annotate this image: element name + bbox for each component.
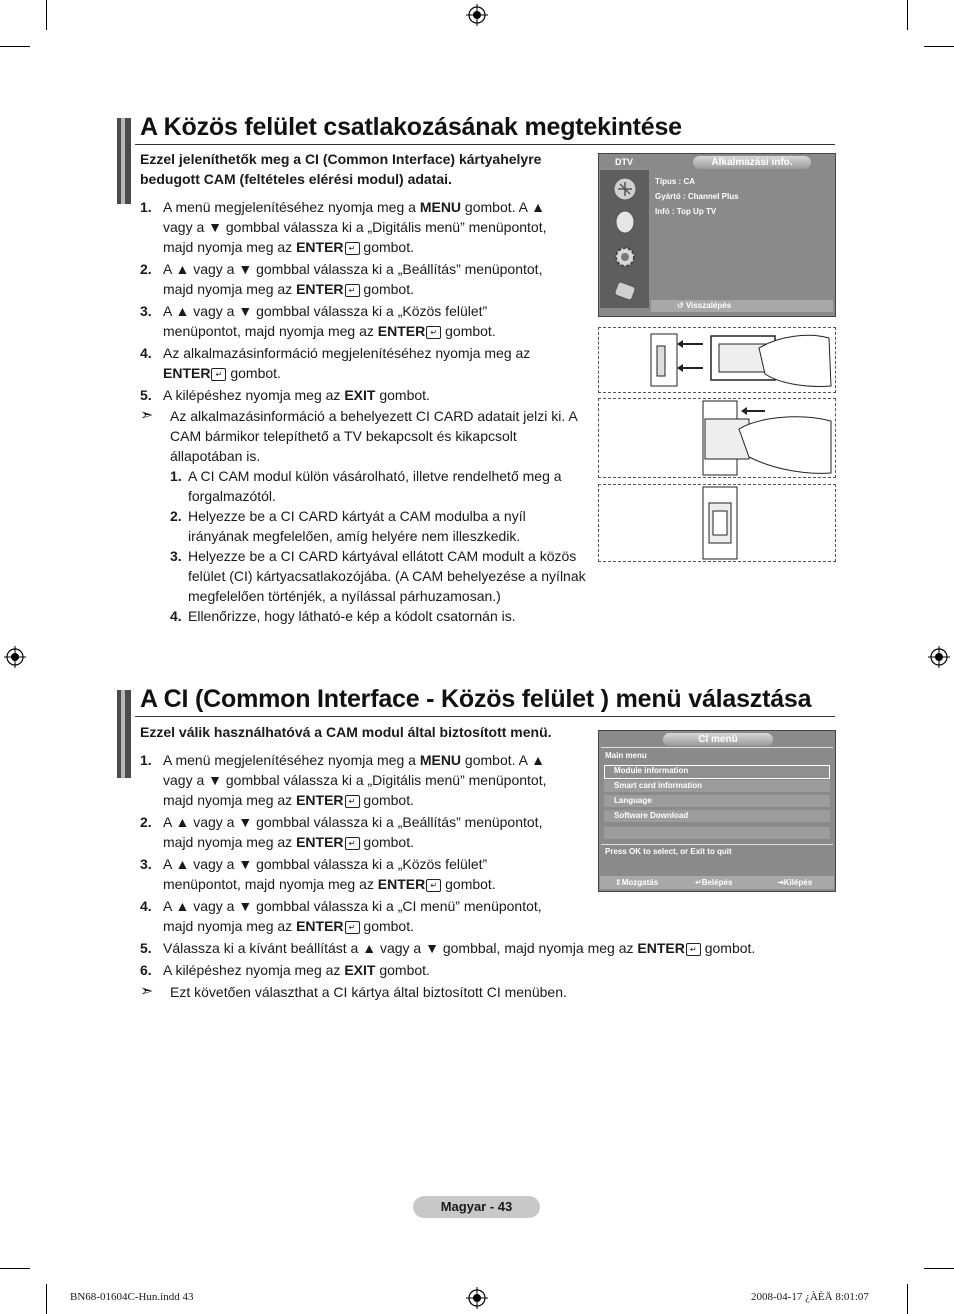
step-item — [140, 896, 563, 936]
step-text: A ▲ vagy a ▼ gombbal válassza ki a „Beállítás” menüpontot, majd nyomja meg az — [163, 814, 543, 850]
step-number: 4. — [140, 898, 152, 914]
substep-number: 3. — [170, 548, 182, 564]
substep-list — [170, 466, 590, 626]
crop-mark — [907, 1284, 908, 1314]
section-intro: Ezzel jeleníthetők meg a CI (Common Interface) kártyahelyre bedugott CAM (feltételes elérési modul) adatai. — [140, 151, 542, 187]
back-hint — [677, 301, 731, 310]
info-line: Típus : CA — [655, 177, 695, 186]
button-name: ENTER — [637, 940, 685, 956]
step-text: gombot. — [359, 834, 414, 850]
substep-item — [170, 466, 590, 506]
button-name: MENU — [419, 199, 462, 215]
step-number: 3. — [140, 856, 152, 872]
enter-icon: ↵ — [345, 242, 360, 255]
enter-icon: ↵ — [211, 368, 226, 381]
footer-label: Mozgatás — [621, 878, 659, 887]
step-item — [140, 343, 565, 383]
crop-mark — [907, 0, 908, 30]
step-text: gombot. — [359, 239, 414, 255]
step-text: A kilépéshez nyomja meg az — [163, 387, 345, 403]
enter-icon: ↵ — [686, 943, 701, 956]
registration-mark-icon — [928, 646, 950, 668]
info-line: Gyártó : Channel Plus — [655, 192, 739, 201]
button-name: ENTER — [296, 239, 344, 255]
step-number: 4. — [140, 345, 152, 361]
screen-divider — [601, 747, 833, 748]
button-name: ENTER — [377, 323, 426, 339]
substep-number: 1. — [170, 468, 182, 484]
footer-label: Belépés — [701, 878, 733, 887]
step-text: gombot. — [375, 962, 430, 978]
return-icon: ↺ — [677, 301, 686, 310]
step-text: gombot. A ▲ vagy a ▼ gombbal válassza ki a „Digitális menü” menüpontot, majd nyomja meg az — [163, 752, 547, 808]
step-item — [140, 301, 565, 341]
menu-hint: Press OK to select, or Exit to quit — [605, 847, 732, 856]
step-text: gombot. — [441, 323, 496, 339]
button-name: MENU — [419, 752, 462, 768]
screen-divider — [601, 844, 833, 845]
section-bar — [117, 118, 131, 204]
enter-icon: ↵ — [345, 921, 360, 934]
step-item — [140, 259, 565, 299]
step-item — [140, 938, 820, 958]
step-item — [140, 197, 565, 257]
step-text: A ▲ vagy a ▼ gombbal válassza ki a „Beállítás” menüpontot, majd nyomja meg az — [163, 261, 543, 297]
exit-icon: ⇥ — [777, 878, 784, 887]
enter-icon: ↵ — [345, 795, 360, 808]
step-text: gombot. — [359, 792, 414, 808]
crop-mark — [924, 46, 954, 47]
substep-item — [170, 506, 590, 546]
button-name: EXIT — [344, 387, 376, 403]
page-number-badge: Magyar - 43 — [413, 1196, 540, 1218]
substep-text: Helyezze be a CI CARD kártyát a CAM modulba a nyíl irányának megfelelően, amíg helyére nem illeszkedik. — [188, 508, 526, 544]
step-text: Az alkalmazásinformáció megjelenítéséhez nyomja meg az — [163, 345, 531, 361]
section-intro: Ezzel válik használhatóvá a CAM modul által biztosított menü. — [140, 724, 552, 740]
button-name: ENTER — [296, 792, 344, 808]
setup-gear-icon — [612, 244, 638, 270]
section-bar — [117, 690, 131, 778]
step-text: A ▲ vagy a ▼ gombbal válassza ki a „Közös felület” menüpontot, majd nyomja meg az — [163, 303, 488, 339]
step-text: A kilépéshez nyomja meg az — [163, 962, 345, 978]
substep-item — [170, 546, 590, 606]
step-number: 5. — [140, 387, 152, 403]
step-item — [140, 812, 563, 852]
menu-item[interactable]: Language — [614, 796, 652, 805]
section-title: A Közös felület csatlakozásának megtekintése — [140, 113, 682, 141]
menu-item[interactable]: Software Download — [614, 811, 689, 820]
step-text: gombot. — [375, 387, 430, 403]
crop-mark — [0, 46, 30, 47]
info-line: Infó : Top Up TV — [655, 207, 717, 216]
button-name: ENTER — [296, 918, 344, 934]
registration-mark-icon — [466, 1287, 488, 1309]
step-text: gombot. — [226, 365, 281, 381]
crop-mark — [924, 1268, 954, 1269]
step-text: A menü megjelenítéséhez nyomja meg a — [163, 752, 420, 768]
section-rule — [135, 144, 835, 145]
button-name: ENTER — [296, 281, 344, 297]
section-rule — [135, 716, 835, 717]
footer-filename: BN68-01604C-Hun.indd 43 — [70, 1291, 194, 1303]
section-title: A CI (Common Interface - Közös felület ) menü választása — [140, 685, 812, 713]
step-text: gombot. — [441, 876, 496, 892]
note-arrow-icon: ➣ — [140, 983, 154, 1000]
card-in-cam-illustration — [598, 398, 836, 478]
step-text: gombot. — [700, 940, 756, 956]
footer-enter — [695, 878, 732, 887]
step-number: 6. — [140, 962, 152, 978]
step-text: gombot. — [359, 918, 414, 934]
step-number: 5. — [140, 940, 152, 956]
screen-title: Alkalmazási info. — [693, 156, 811, 169]
screen-tag: DTV — [615, 157, 633, 167]
note-block — [140, 406, 590, 626]
enter-icon: ↵ — [426, 326, 441, 339]
step-number: 2. — [140, 814, 152, 830]
enter-icon: ↵ — [426, 879, 441, 892]
note-arrow-icon: ➣ — [140, 407, 154, 424]
substep-number: 4. — [170, 608, 182, 624]
cam-in-slot-illustration — [598, 484, 836, 562]
crop-mark — [46, 1284, 47, 1314]
tv-screen-ci-menu — [598, 730, 836, 892]
button-name: ENTER — [377, 876, 426, 892]
step-item — [140, 385, 565, 405]
move-icon: ⇕ — [615, 878, 622, 887]
step-number: 1. — [140, 199, 152, 215]
step-item — [140, 854, 563, 894]
registration-mark-icon — [4, 646, 26, 668]
substep-item — [170, 606, 590, 626]
registration-mark-icon — [466, 4, 488, 26]
step-number: 2. — [140, 261, 152, 277]
step-text: A ▲ vagy a ▼ gombbal válassza ki a „Közös felület” menüpontot, majd nyomja meg az — [163, 856, 488, 892]
footer-exit — [777, 878, 812, 887]
enter-icon: ↵ — [345, 837, 360, 850]
step-text: A menü megjelenítéséhez nyomja meg a — [163, 199, 420, 215]
menu-item[interactable]: Module information — [614, 766, 689, 775]
step-item — [140, 960, 820, 980]
enter-icon: ↵ — [345, 284, 360, 297]
menu-icon-column — [600, 170, 649, 308]
tv-screen-app-info — [598, 153, 836, 317]
button-name: ENTER — [163, 365, 211, 381]
button-name: EXIT — [344, 962, 376, 978]
cam-card-insert-drawing — [599, 328, 835, 392]
input-icon — [612, 278, 638, 304]
menu-item[interactable]: Smart card information — [614, 781, 703, 790]
menu-empty-row — [604, 827, 830, 839]
step-item — [140, 750, 563, 810]
substep-text: A CI CAM modul külön vásárolható, illetve rendelhető meg a forgalmazótól. — [188, 468, 562, 504]
cam-slot-drawing — [599, 485, 835, 561]
substep-text: Helyezze be a CI CARD kártyával ellátott CAM modult a közös felület (CI) kártyacsatlakozójába. (A CAM behelyezése a nyílnak megfelelően történjék, a nyílással párhuzamosan.) — [188, 548, 586, 604]
step-text: gombot. — [359, 281, 414, 297]
cam-insert-illustration — [598, 327, 836, 393]
note-block — [140, 982, 830, 1002]
substep-number: 2. — [170, 508, 182, 524]
back-label: Visszalépés — [685, 301, 732, 310]
step-text: Válassza ki a kívánt beállítást a ▲ vagy a ▼ gombbal, majd nyomja meg az — [163, 940, 638, 956]
card-insert-drawing — [599, 399, 835, 477]
sound-icon — [612, 210, 638, 236]
menu-header: Main menu — [605, 751, 647, 760]
crop-mark — [46, 0, 47, 30]
enter-icon: ↵ — [695, 878, 702, 887]
step-number: 1. — [140, 752, 152, 768]
step-text: gombot. A ▲ vagy a ▼ gombbal válassza ki a „Digitális menü” menüpontot, majd nyomja meg az — [163, 199, 547, 255]
step-text: A ▲ vagy a ▼ gombbal válassza ki a „CI menü” menüpontot, majd nyomja meg az — [163, 898, 542, 934]
step-number: 3. — [140, 303, 152, 319]
screen-title: CI menü — [663, 733, 773, 746]
footer-label: Kilépés — [783, 878, 813, 887]
note-text: Ezt követően választhat a CI kártya által biztosított CI menüben. — [170, 984, 567, 1000]
footer-date: 2008-04-17 ¿ÀÈÄ 8:01:07 — [751, 1291, 869, 1303]
substep-text: Ellenőrizze, hogy látható-e kép a kódolt csatornán is. — [188, 608, 516, 624]
note-text: Az alkalmazásinformáció a behelyezett CI CARD adatait jelzi ki. A CAM bármikor telepíthető a TV bekapcsolt és kikapcsolt állapotában is. — [170, 408, 577, 464]
crop-mark — [0, 1268, 30, 1269]
step-list — [140, 197, 565, 407]
button-name: ENTER — [296, 834, 344, 850]
footer-move — [615, 878, 658, 887]
satellite-icon — [612, 176, 638, 202]
